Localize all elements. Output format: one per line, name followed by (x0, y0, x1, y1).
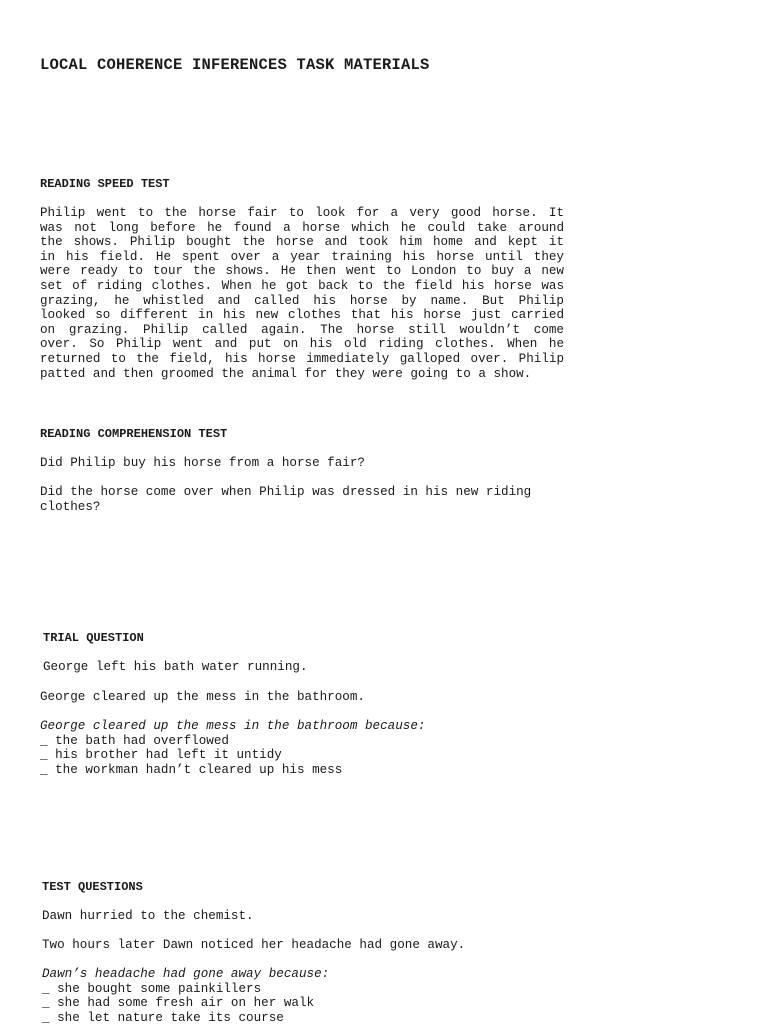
reading-speed-heading: READING SPEED TEST (40, 177, 170, 191)
passage-line: returned to the field, his horse immediately galloped over. Philip (40, 351, 564, 366)
reading-speed-passage (40, 206, 564, 381)
trial-sentence-1: George left his bath water running. (43, 660, 308, 674)
document-title: LOCAL COHERENCE INFERENCES TASK MATERIALS (40, 56, 430, 74)
question-2-line-2: clothes? (40, 499, 101, 514)
test-option: _ she let nature take its course (42, 1010, 284, 1025)
comprehension-question-1: Did Philip buy his horse from a horse fair? (40, 456, 365, 470)
trial-heading: TRIAL QUESTION (43, 631, 144, 645)
test-sentence-1: Dawn hurried to the chemist. (42, 909, 254, 923)
passage-line: were ready to tour the shows. He then went to London to buy a new (40, 264, 564, 279)
passage-line: on grazing. Philip called again. The horse still wouldn’t come (40, 322, 564, 337)
passage-line: Philip went to the horse fair to look for a very good horse. It (40, 206, 564, 220)
passage-line: set of riding clothes. When he got back to the field his horse was (40, 278, 564, 293)
trial-option: _ the bath had overflowed (40, 733, 229, 748)
test-option: _ she had some fresh air on her walk (42, 996, 315, 1011)
trial-option: _ the workman hadn’t cleared up his mess (40, 762, 343, 777)
comprehension-question-2 (40, 485, 531, 514)
passage-line: in his field. He spent over a year training his horse until they (40, 249, 564, 264)
test-choices (42, 967, 329, 1025)
passage-line: looked so different in his new clothes that his horse just carried (40, 308, 564, 323)
test-heading: TEST QUESTIONS (42, 880, 143, 894)
trial-choices (40, 719, 425, 777)
test-option: _ she bought some painkillers (42, 981, 262, 996)
passage-line: the shows. Philip bought the horse and took him home and kept it (40, 235, 564, 250)
trial-option: _ his brother had left it untidy (40, 748, 282, 763)
trial-prompt: George cleared up the mess in the bathroom because: (40, 719, 426, 733)
passage-line: over. So Philip went and put on his old riding clothes. When he (40, 337, 564, 352)
question-2-line-1: Did the horse come over when Philip was dressed in his new riding (40, 485, 532, 499)
test-prompt: Dawn’s headache had gone away because: (42, 967, 330, 981)
passage-line: patted and then groomed the animal for they were going to a show. (40, 366, 532, 381)
passage-line: grazing, he whistled and called his horse by name. But Philip (40, 293, 564, 308)
passage-line: was not long before he found a horse which he could take around (40, 220, 564, 235)
comprehension-heading: READING COMPREHENSION TEST (40, 427, 228, 441)
trial-sentence-2: George cleared up the mess in the bathroom. (40, 690, 365, 704)
test-sentence-2: Two hours later Dawn noticed her headache had gone away. (42, 938, 466, 952)
